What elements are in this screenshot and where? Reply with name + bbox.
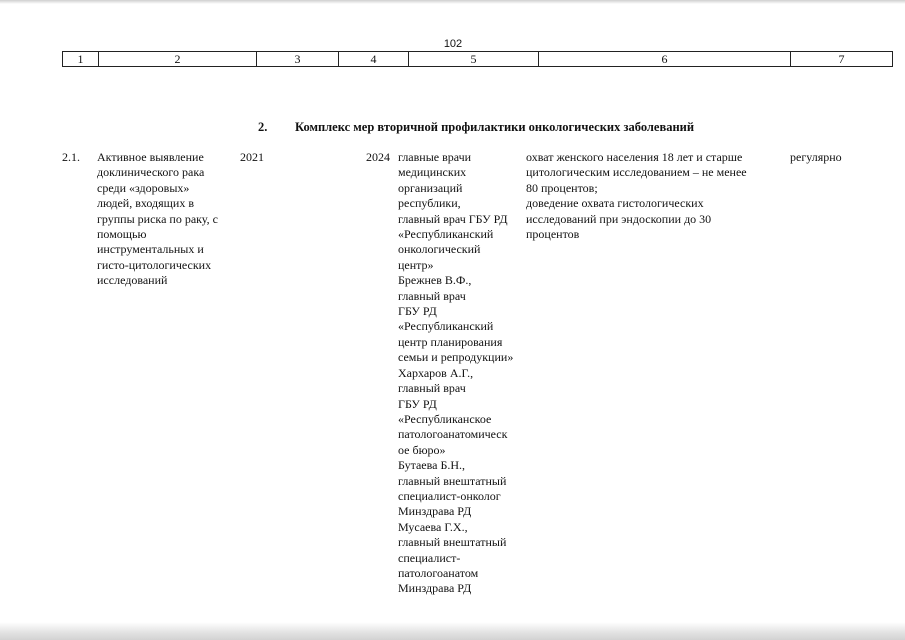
column-number-cell: 1: [63, 52, 99, 67]
scan-edge-top: [0, 0, 905, 4]
end-year: 2024: [366, 150, 390, 164]
section-title: Комплекс мер вторичной профилактики онкологических заболеваний: [295, 120, 695, 134]
column-number-cell: 6: [539, 52, 791, 67]
measure-name: Активное выявление доклинического рака среди «здоровых» людей, входящих в группы риска по раку, с помощью инструментальных и гисто-цитологических исследований: [97, 150, 218, 288]
row-number: 2.1.: [62, 150, 80, 164]
start-year: 2021: [240, 150, 264, 164]
section-heading: [258, 120, 778, 135]
column-number-row: [62, 51, 893, 67]
column-number-cell: 7: [791, 52, 893, 67]
target-indicators: охват женского населения 18 лет и старше цитологическим исследованием – не менее 80 процентов; доведение охвата гистологических исследований при эндоскопии до 30 процентов: [526, 150, 747, 242]
column-number-cell: 2: [99, 52, 257, 67]
reporting-frequency: регулярно: [790, 150, 842, 164]
column-number-cell: 5: [409, 52, 539, 67]
column-number-cell: 4: [339, 52, 409, 67]
page-number: 102: [443, 38, 463, 50]
responsible-persons: главные врачи медицинских организаций республики, главный врач ГБУ РД «Республиканский онкологический центр» Брежнев В.Ф., главный врач ГБУ РД «Республиканский центр планирования семьи и репродукции» Хархаров А.Г., главный врач ГБУ РД «Республиканское патологоанатомическ ое бюро» Бутаева Б.Н., главный внештатный специалист-онколог Минздрава РД Мусаева Г.Х., главный внештатный специалист- патологоанатом Минздрава РД: [398, 150, 514, 596]
section-number: 2.: [258, 120, 268, 134]
scan-edge-bottom: [0, 622, 905, 640]
column-number-cell: 3: [257, 52, 339, 67]
